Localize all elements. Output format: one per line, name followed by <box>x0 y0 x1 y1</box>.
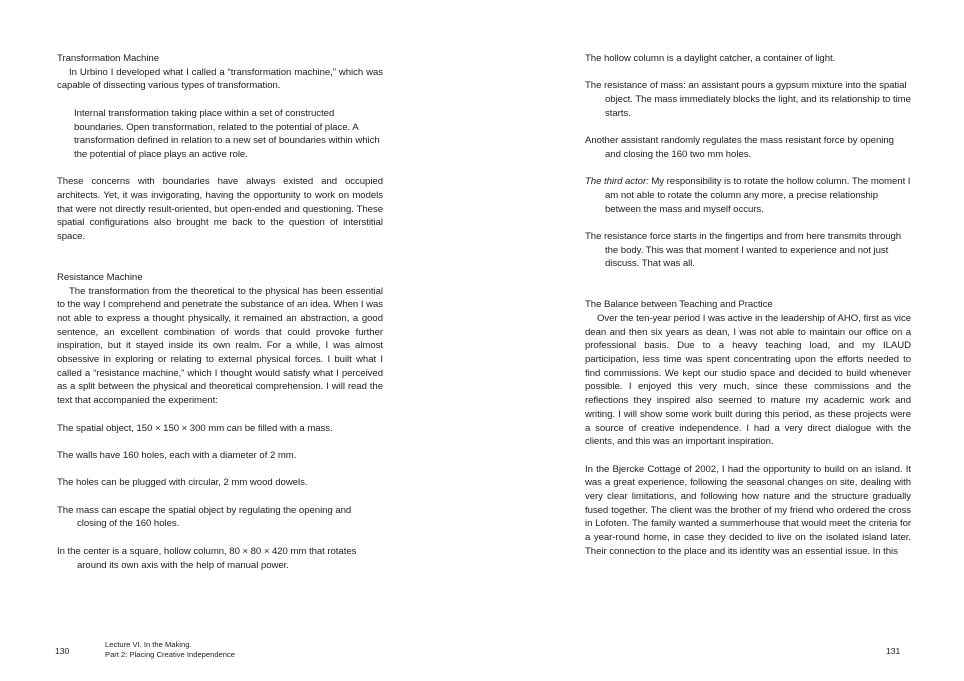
paragraph: In the Bjercke Cottage of 2002, I had the opportunity to build on an island. It was a great experience, following the seasonal changes on site, dealing with very clear limitations, and following how nature and the structure gradually fused together. The client was the brother of my friend who ordered the cross in Lofoten. The family wanted a summerhouse that would meet the criteria for a year-round home, in case they decided to live on the isolated island later. Their connection to the place and its identity was an essential issue. In this <box>585 463 911 557</box>
left-page-number: 130 <box>55 646 70 656</box>
section-heading-transformation-machine: Transformation Machine <box>57 53 159 64</box>
statement-italic-lead: The third actor: <box>585 176 649 188</box>
paragraph: Over the ten-year period I was active in the leadership of AHO, first as vice dean and then six years as dean, I was not able to maintain our office on a professional basis. Due to a heavy teaching load, and my ILAUD participation, less time was spent concentrating upon the efforts needed to find commissions. We kept our studio space and decided to build whenever possible. I enjoyed this very much, since these commissions and the reflections they inspired also seemed to mature my academic work and writing. I will show some work built during this period, as these projects were a source of creative independence. I had a very direct dialogue with the clients, and this was an important inspiration. <box>585 312 911 448</box>
left-page <box>57 52 383 586</box>
section-heading-balance-teaching-practice: The Balance between Teaching and Practice <box>585 299 773 311</box>
right-page-number: 131 <box>886 646 901 656</box>
experiment-statement: The resistance force starts in the fingertips and from here transmits through the body. This was that moment I wanted to experience and not just discuss. That was all. <box>585 231 902 270</box>
paragraph: These concerns with boundaries have always existed and occupied architects. Yet, it was invigorating, having the opportunity to work on models that were not directly result-oriented, but open-ended and questioning. These spatial configurations also brought me back to the question of interstitial space. <box>57 176 383 243</box>
experiment-statement: Another assistant randomly regulates the mass resistant force by opening and closing the 160 two mm holes. <box>585 135 894 160</box>
experiment-statement: The holes can be plugged with circular, 2 mm wood dowels. <box>57 477 308 489</box>
experiment-statement <box>585 175 911 216</box>
experiment-statement: The spatial object, 150 × 150 × 300 mm can be filled with a mass. <box>57 422 333 434</box>
experiment-statement: The resistance of mass: an assistant pours a gypsum mixture into the spatial object. The mass immediately blocks the light, and its relationship to time starts. <box>585 80 911 119</box>
right-page <box>585 52 911 572</box>
section-heading-resistance-machine: Resistance Machine <box>57 271 143 283</box>
experiment-statement: The mass can escape the spatial object by regulating the opening and closing of the 160 holes. <box>57 504 352 530</box>
experiment-statement: The walls have 160 holes, each with a diameter of 2 mm. <box>57 449 297 461</box>
experiment-statement: The hollow column is a daylight catcher, a container of light. <box>585 53 836 64</box>
experiment-statement: In the center is a square, hollow column, 80 × 80 × 420 mm that rotates around its own axis with the help of manual power. <box>57 545 357 571</box>
page-footer <box>0 638 964 668</box>
indented-quote-block: Internal transformation taking place within a set of constructed boundaries. Open transformation, related to the potential of place. A transformation defined in relation to a new set of boundaries within which the potential of place plays an active role. <box>74 107 380 160</box>
running-footer <box>105 640 235 660</box>
statement-text: My responsibility is to rotate the hollow column. The moment I am not able to rotate the column any more, a precise relationship between the mass and myself occurs. <box>605 176 911 215</box>
running-footer-line2: Part 2: Placing Creative Independence <box>105 650 236 659</box>
running-footer-line1: Lecture VI. In the Making. <box>105 640 192 649</box>
paragraph: The transformation from the theoretical to the physical has been essential to the way I comprehend and penetrate the substance of an idea. When I was not able to express a thought physically, it remained an abstraction, a good sentence, an excellent combination of words that could provoke further inspiration, but it stayed inside its own realm. For a while, I was almost obsessive in exploring or relating to external physical forces. I built what I called a “resistance machine,” which I thought would satisfy what I perceived as a split between the physical and theoretical comprehension. I will read the text that accompanied the experiment: <box>57 285 383 407</box>
paragraph: In Urbino I developed what I called a “transformation machine,” which was capable of dissecting various types of transformation. <box>57 66 383 92</box>
